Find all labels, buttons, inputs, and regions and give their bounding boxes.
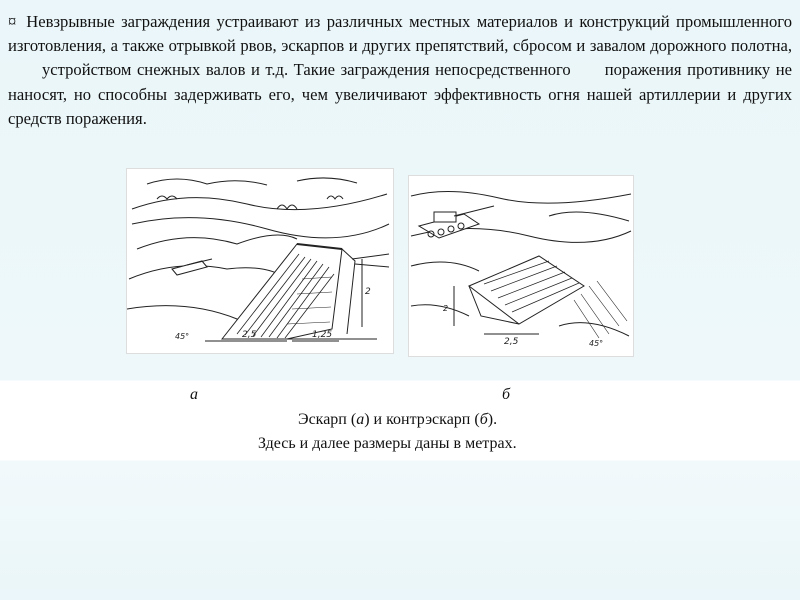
figure-label-a: а <box>190 386 198 403</box>
para-part-2: устройством снежных валов и т.д. Такие заграждения непосредственного <box>42 60 571 80</box>
dim-a-angle: 45° <box>175 332 190 341</box>
dim-a-height: 2 <box>365 287 371 297</box>
figure-caption: Эскарп (а) и контрэскарп (б). <box>298 411 498 428</box>
units-note: Здесь и далее размеры даны в метрах. <box>258 435 517 452</box>
counterscarp-drawing <box>409 176 633 356</box>
dim-a-width: 2,5 <box>242 330 257 340</box>
figure-counterscarp <box>408 175 634 357</box>
para-part-3: поражения противнику не наносят, но способны задерживать его, чем увеличивают эффективность огня нашей артиллерии и других средств поражения. <box>8 60 792 128</box>
para-part-1: Невзрывные заграждения устраивают из различных местных материалов и конструкций промышленного изготовления, а также отрывкой рвов, эскарпов и других препятствий, сбросом и завалом дорожного полотна, <box>8 12 792 56</box>
figure-escarp <box>126 168 394 354</box>
escarp-drawing <box>127 169 393 353</box>
dim-b-angle: 45° <box>589 339 604 348</box>
dim-b-height: 2 <box>443 304 449 313</box>
body-paragraph <box>8 10 792 131</box>
dim-a-berm: 1,25 <box>312 330 333 340</box>
figure-label-b: б <box>502 386 511 403</box>
dim-b-width: 2,5 <box>504 337 519 347</box>
bullet-icon: ¤ <box>8 12 17 31</box>
